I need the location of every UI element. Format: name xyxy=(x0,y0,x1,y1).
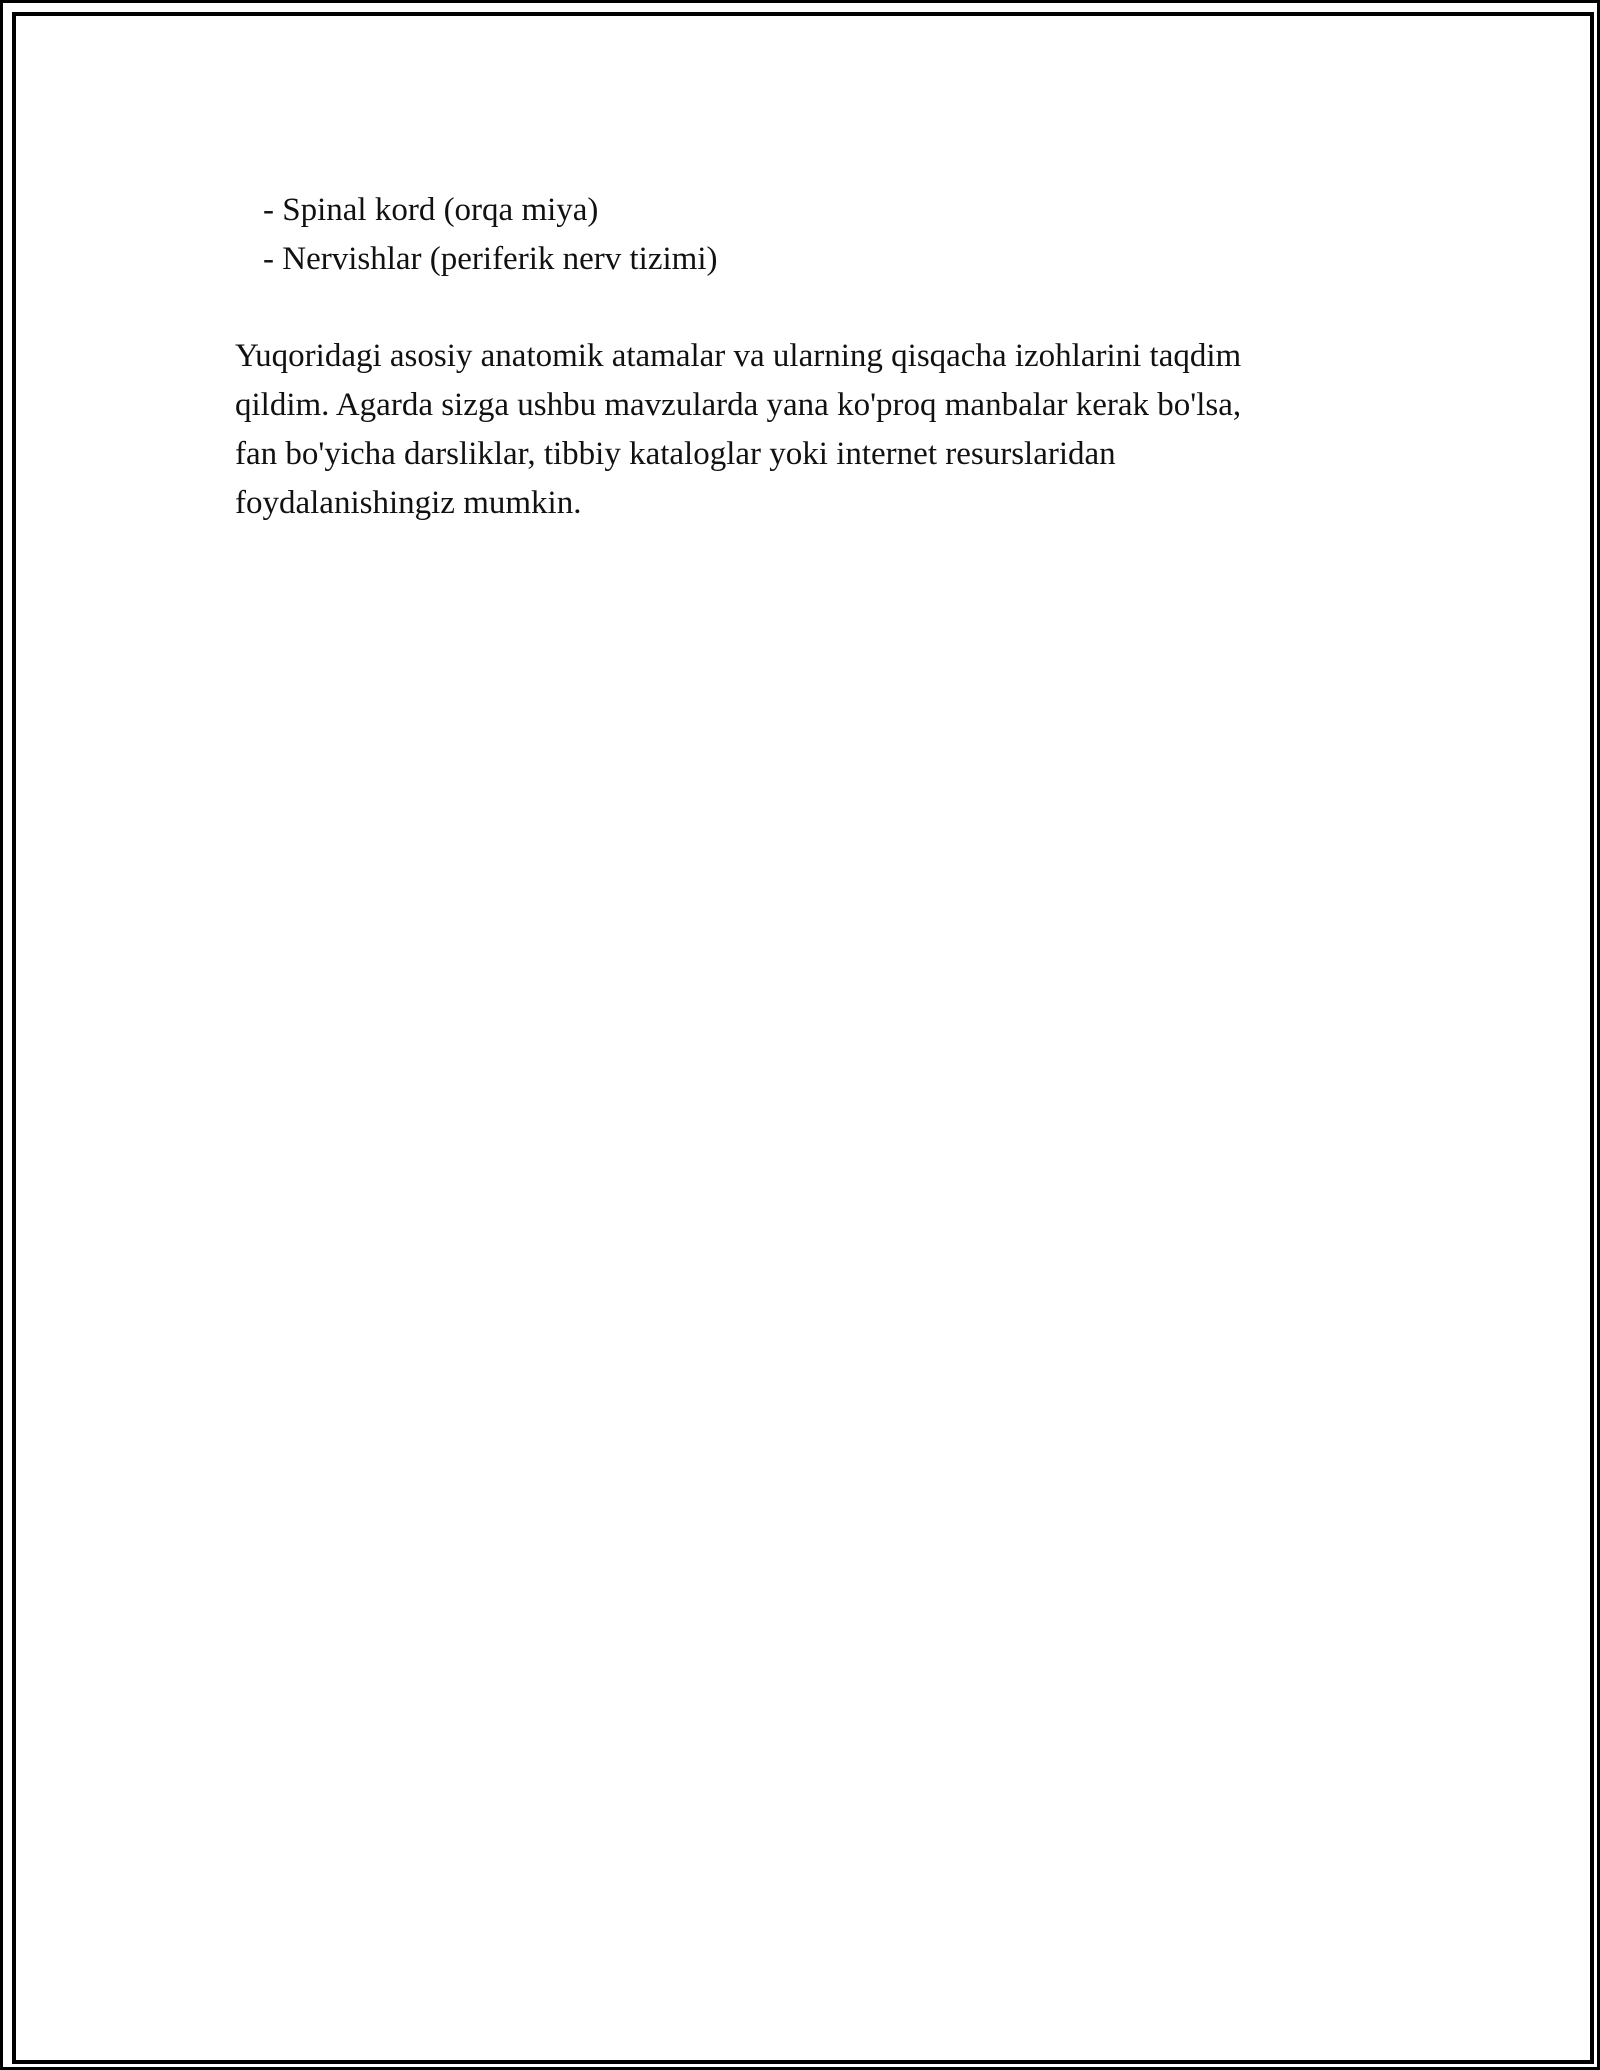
list-item: - Nervishlar (periferik nerv tizimi) xyxy=(263,241,718,277)
term-list xyxy=(235,186,1380,284)
paragraph-line: Yuqoridagi asosiy anatomik atamalar va ularning qisqacha izohlarini taqdim xyxy=(235,338,1242,374)
summary-paragraph xyxy=(235,332,1380,528)
list-item: - Spinal kord (orqa miya) xyxy=(263,192,599,228)
paragraph-line: fan bo'yicha darsliklar, tibbiy kataloglar yoki internet resurslaridan xyxy=(235,436,1116,472)
document-body xyxy=(235,186,1380,528)
paragraph-line: foydalanishingiz mumkin. xyxy=(235,485,582,521)
paragraph-line: qildim. Agarda sizga ushbu mavzularda yana ko'proq manbalar kerak bo'lsa, xyxy=(235,387,1242,423)
